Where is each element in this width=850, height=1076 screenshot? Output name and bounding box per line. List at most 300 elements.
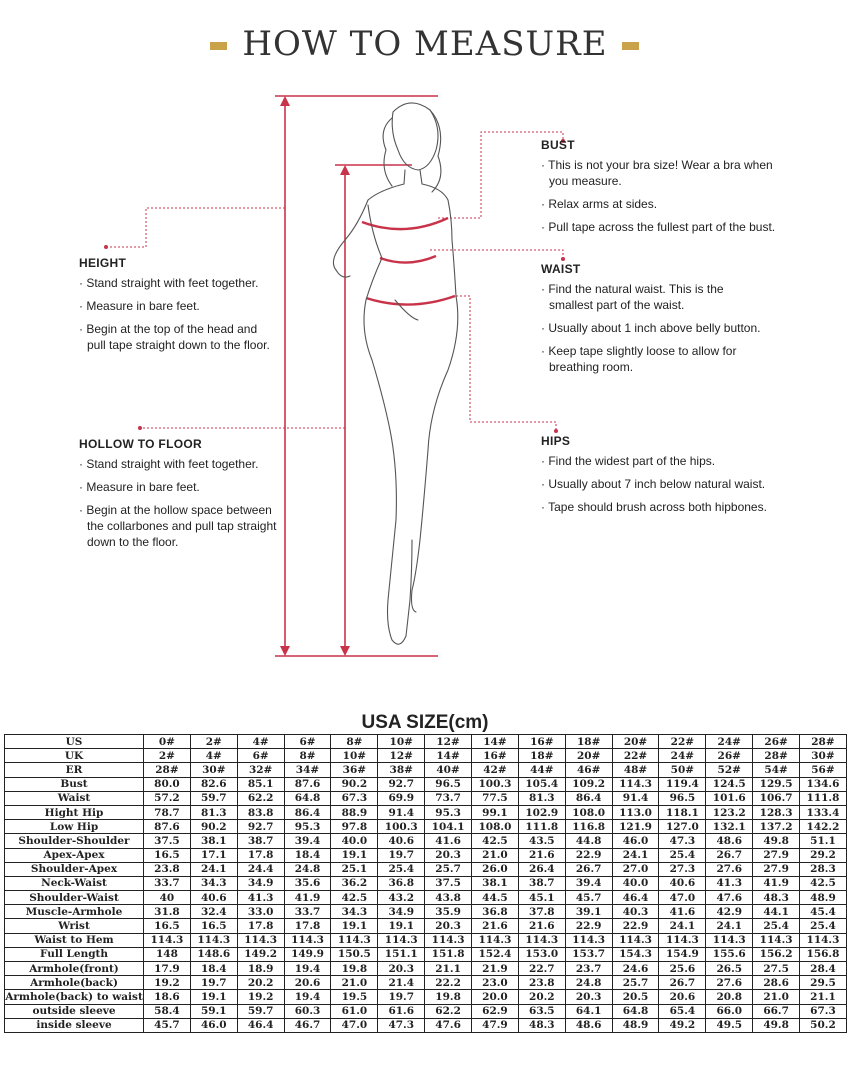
table-cell: 96.5 xyxy=(425,777,472,791)
table-cell: 59.7 xyxy=(237,1004,284,1018)
table-cell: 114.3 xyxy=(706,933,753,947)
table-cell: 77.5 xyxy=(472,791,519,805)
table-row xyxy=(5,848,847,862)
table-cell: 19.8 xyxy=(425,990,472,1004)
table-cell: 108.0 xyxy=(472,820,519,834)
table-cell: 104.1 xyxy=(425,820,472,834)
table-cell: 59.7 xyxy=(190,791,237,805)
table-cell: 18.6 xyxy=(144,990,191,1004)
table-cell: 37.5 xyxy=(425,876,472,890)
table-cell: 114.3 xyxy=(378,933,425,947)
row-label-cell: Shoulder-Shoulder xyxy=(5,834,144,848)
table-cell: 156.8 xyxy=(800,947,847,961)
table-cell: 47.9 xyxy=(472,1018,519,1032)
table-cell: 22.9 xyxy=(612,919,659,933)
table-cell: 17.8 xyxy=(237,919,284,933)
row-label-cell: Shoulder-Apex xyxy=(5,862,144,876)
table-cell: 19.7 xyxy=(378,848,425,862)
table-cell: 28# xyxy=(800,735,847,749)
hollow-item: · Stand straight with feet together. xyxy=(79,456,279,472)
table-row xyxy=(5,919,847,933)
table-cell: 22.2 xyxy=(425,976,472,990)
table-cell: 99.1 xyxy=(472,805,519,819)
row-label-cell: inside sleeve xyxy=(5,1018,144,1032)
table-cell: 44.5 xyxy=(472,891,519,905)
table-cell: 69.9 xyxy=(378,791,425,805)
table-cell: 114.3 xyxy=(565,933,612,947)
table-cell: 27.3 xyxy=(659,862,706,876)
table-cell: 43.2 xyxy=(378,891,425,905)
table-cell: 97.8 xyxy=(331,820,378,834)
waist-heading: WAIST xyxy=(541,262,581,276)
table-cell: 25.6 xyxy=(659,962,706,976)
row-label-cell: Neck-Waist xyxy=(5,876,144,890)
table-cell: 133.4 xyxy=(800,805,847,819)
table-cell: 92.7 xyxy=(237,820,284,834)
table-cell: 40.3 xyxy=(612,905,659,919)
table-cell: 66.7 xyxy=(753,1004,800,1018)
table-cell: 105.4 xyxy=(518,777,565,791)
table-cell: 19.1 xyxy=(331,848,378,862)
left-arm-sketch xyxy=(333,184,404,270)
table-cell: 142.2 xyxy=(800,820,847,834)
table-cell: 27.0 xyxy=(612,862,659,876)
table-cell: 34.9 xyxy=(237,876,284,890)
table-cell: 151.8 xyxy=(425,947,472,961)
table-cell: 28# xyxy=(144,763,191,777)
table-cell: 34.9 xyxy=(378,905,425,919)
table-cell: 27.6 xyxy=(706,862,753,876)
table-row xyxy=(5,777,847,791)
table-cell: 38# xyxy=(378,763,425,777)
bust-item: · Relax arms at sides. xyxy=(541,196,781,212)
table-cell: 114.3 xyxy=(612,777,659,791)
table-cell: 49.8 xyxy=(753,834,800,848)
table-cell: 128.3 xyxy=(753,805,800,819)
table-cell: 42.9 xyxy=(706,905,753,919)
table-cell: 114.3 xyxy=(753,933,800,947)
table-cell: 114.3 xyxy=(190,933,237,947)
table-cell: 86.4 xyxy=(565,791,612,805)
table-cell: 47.6 xyxy=(706,891,753,905)
table-cell: 26# xyxy=(706,749,753,763)
table-cell: 19.7 xyxy=(190,976,237,990)
table-cell: 22# xyxy=(659,735,706,749)
table-cell: 48.6 xyxy=(565,1018,612,1032)
waist-block xyxy=(541,261,761,382)
table-cell: 25.1 xyxy=(331,862,378,876)
table-cell: 16.5 xyxy=(190,919,237,933)
table-cell: 18# xyxy=(565,735,612,749)
table-cell: 20.2 xyxy=(237,976,284,990)
table-cell: 25.4 xyxy=(753,919,800,933)
table-cell: 148 xyxy=(144,947,191,961)
table-cell: 121.9 xyxy=(612,820,659,834)
table-cell: 40.0 xyxy=(331,834,378,848)
table-cell: 78.7 xyxy=(144,805,191,819)
table-cell: 25.4 xyxy=(659,848,706,862)
table-cell: 28# xyxy=(753,749,800,763)
table-cell: 44.8 xyxy=(565,834,612,848)
waist-item: · Usually about 1 inch above belly button. xyxy=(541,320,761,336)
table-cell: 39.1 xyxy=(565,905,612,919)
table-cell: 18# xyxy=(518,749,565,763)
table-cell: 26.7 xyxy=(659,976,706,990)
table-cell: 50.2 xyxy=(800,1018,847,1032)
table-cell: 151.1 xyxy=(378,947,425,961)
table-cell: 57.2 xyxy=(144,791,191,805)
table-cell: 22# xyxy=(612,749,659,763)
row-label-cell: Waist to Hem xyxy=(5,933,144,947)
table-cell: 116.8 xyxy=(565,820,612,834)
table-cell: 46.0 xyxy=(612,834,659,848)
hollow-heading: HOLLOW TO FLOOR xyxy=(79,437,202,451)
table-cell: 73.7 xyxy=(425,791,472,805)
table-cell: 0# xyxy=(144,735,191,749)
table-cell: 14# xyxy=(472,735,519,749)
table-cell: 25.4 xyxy=(800,919,847,933)
table-cell: 81.3 xyxy=(190,805,237,819)
row-label-cell: Armhole(back) to waist xyxy=(5,990,143,1003)
table-cell: 40.6 xyxy=(190,891,237,905)
table-cell: 34# xyxy=(284,763,331,777)
table-cell: 19.2 xyxy=(237,990,284,1004)
hips-item: · Usually about 7 inch below natural waist. xyxy=(541,476,791,492)
table-cell: 44.1 xyxy=(753,905,800,919)
table-cell: 49.5 xyxy=(706,1018,753,1032)
table-row xyxy=(5,891,847,905)
table-cell: 114.3 xyxy=(612,933,659,947)
table-cell: 16# xyxy=(472,749,519,763)
table-cell: 32# xyxy=(237,763,284,777)
table-cell: 114.3 xyxy=(425,933,472,947)
table-cell: 45.7 xyxy=(144,1018,191,1032)
table-cell: 17.8 xyxy=(237,848,284,862)
table-row xyxy=(5,834,847,848)
table-cell: 114.3 xyxy=(659,933,706,947)
table-cell: 39.4 xyxy=(565,876,612,890)
table-cell: 67.3 xyxy=(800,1004,847,1018)
table-cell: 21.6 xyxy=(472,919,519,933)
table-cell: 46.0 xyxy=(190,1018,237,1032)
table-row xyxy=(5,905,847,919)
table-cell: 154.9 xyxy=(659,947,706,961)
table-cell: 41.9 xyxy=(753,876,800,890)
table-cell: 30# xyxy=(190,763,237,777)
table-cell: 47.6 xyxy=(425,1018,472,1032)
table-cell: 66.0 xyxy=(706,1004,753,1018)
table-cell: 40.0 xyxy=(612,876,659,890)
table-cell: 4# xyxy=(190,749,237,763)
table-row xyxy=(5,962,847,976)
table-cell: 20.0 xyxy=(472,990,519,1004)
table-cell: 62.9 xyxy=(472,1004,519,1018)
table-cell: 149.2 xyxy=(237,947,284,961)
table-cell: 148.6 xyxy=(190,947,237,961)
table-cell: 48# xyxy=(612,763,659,777)
table-cell: 114.3 xyxy=(518,933,565,947)
table-cell: 80.0 xyxy=(144,777,191,791)
table-cell: 108.0 xyxy=(565,805,612,819)
table-cell: 152.4 xyxy=(472,947,519,961)
hips-item: · Find the widest part of the hips. xyxy=(541,453,791,469)
table-cell: 87.6 xyxy=(284,777,331,791)
table-cell: 40# xyxy=(425,763,472,777)
table-cell: 65.4 xyxy=(659,1004,706,1018)
waist-tape xyxy=(380,256,436,263)
table-row xyxy=(5,820,847,834)
hollow-arrow-bottom xyxy=(340,646,350,656)
head-sketch xyxy=(392,103,438,170)
table-cell: 14# xyxy=(425,749,472,763)
table-cell: 111.8 xyxy=(800,791,847,805)
table-cell: 23.8 xyxy=(144,862,191,876)
table-cell: 86.4 xyxy=(284,805,331,819)
table-cell: 26.7 xyxy=(706,848,753,862)
table-cell: 42.5 xyxy=(472,834,519,848)
table-cell: 27.9 xyxy=(753,848,800,862)
table-cell: 36.2 xyxy=(331,876,378,890)
table-cell: 87.6 xyxy=(144,820,191,834)
waist-leader xyxy=(430,250,563,258)
table-cell: 25.7 xyxy=(612,976,659,990)
table-cell: 124.5 xyxy=(706,777,753,791)
table-cell: 18.4 xyxy=(284,848,331,862)
table-cell: 43.5 xyxy=(518,834,565,848)
table-cell: 41.6 xyxy=(659,905,706,919)
table-cell: 114.3 xyxy=(472,933,519,947)
table-cell: 29.2 xyxy=(800,848,847,862)
table-cell: 26.0 xyxy=(472,862,519,876)
table-cell: 155.6 xyxy=(706,947,753,961)
height-arrow-top xyxy=(280,96,290,106)
size-table xyxy=(4,734,847,1033)
table-cell: 109.2 xyxy=(565,777,612,791)
table-cell: 91.4 xyxy=(612,791,659,805)
table-cell: 18.9 xyxy=(237,962,284,976)
table-cell: 21.6 xyxy=(518,848,565,862)
table-cell: 41.3 xyxy=(237,891,284,905)
row-label-cell: ER xyxy=(5,763,144,777)
table-cell: 24.1 xyxy=(612,848,659,862)
table-cell: 47.3 xyxy=(378,1018,425,1032)
right-leg-sketch xyxy=(412,296,458,612)
row-label-cell: Armhole(front) xyxy=(5,962,144,976)
left-leg-sketch xyxy=(364,205,412,644)
table-cell: 47.0 xyxy=(331,1018,378,1032)
table-cell: 46.7 xyxy=(284,1018,331,1032)
table-cell: 22.9 xyxy=(565,848,612,862)
hollow-arrow-top xyxy=(340,165,350,175)
table-cell: 28.6 xyxy=(753,976,800,990)
table-cell: 27.5 xyxy=(753,962,800,976)
table-cell: 43.8 xyxy=(425,891,472,905)
table-cell: 92.7 xyxy=(378,777,425,791)
table-cell: 40.6 xyxy=(378,834,425,848)
table-cell: 20.3 xyxy=(378,962,425,976)
table-cell: 64.1 xyxy=(565,1004,612,1018)
row-label-cell: Wrist xyxy=(5,919,144,933)
table-cell: 27.6 xyxy=(706,976,753,990)
bust-item: · This is not your bra size! Wear a bra when you measure. xyxy=(541,157,781,189)
table-cell: 123.2 xyxy=(706,805,753,819)
table-cell: 41.3 xyxy=(706,876,753,890)
table-cell: 52# xyxy=(706,763,753,777)
table-cell: 23.8 xyxy=(518,976,565,990)
table-cell: 20.5 xyxy=(612,990,659,1004)
table-cell: 38.1 xyxy=(472,876,519,890)
table-cell: 129.5 xyxy=(753,777,800,791)
table-cell: 48.3 xyxy=(753,891,800,905)
table-cell: 10# xyxy=(331,749,378,763)
table-row xyxy=(5,862,847,876)
table-row xyxy=(5,876,847,890)
bust-item: · Pull tape across the fullest part of the bust. xyxy=(541,219,781,235)
table-cell: 114.3 xyxy=(144,933,191,947)
table-cell: 20.6 xyxy=(284,976,331,990)
waist-item: · Keep tape slightly loose to allow for breathing room. xyxy=(541,343,761,375)
table-cell: 24.1 xyxy=(190,862,237,876)
table-row xyxy=(5,749,847,763)
table-cell: 48.3 xyxy=(518,1018,565,1032)
table-cell: 16.5 xyxy=(144,848,191,862)
table-row xyxy=(5,791,847,805)
table-cell: 4# xyxy=(237,735,284,749)
table-cell: 150.5 xyxy=(331,947,378,961)
waist-item: · Find the natural waist. This is the smallest part of the waist. xyxy=(541,281,761,313)
table-cell: 42# xyxy=(472,763,519,777)
table-cell: 45.7 xyxy=(565,891,612,905)
table-cell: 8# xyxy=(331,735,378,749)
table-cell: 61.6 xyxy=(378,1004,425,1018)
table-cell: 132.1 xyxy=(706,820,753,834)
table-cell: 29.5 xyxy=(800,976,847,990)
table-cell: 20.8 xyxy=(706,990,753,1004)
table-cell: 36.8 xyxy=(472,905,519,919)
table-cell: 51.1 xyxy=(800,834,847,848)
table-cell: 40.6 xyxy=(659,876,706,890)
table-cell: 16.5 xyxy=(144,919,191,933)
table-cell: 102.9 xyxy=(518,805,565,819)
table-cell: 19.1 xyxy=(378,919,425,933)
table-cell: 16# xyxy=(518,735,565,749)
height-item: · Measure in bare feet. xyxy=(79,298,279,314)
table-cell: 61.0 xyxy=(331,1004,378,1018)
table-cell: 24.4 xyxy=(237,862,284,876)
hips-heading: HIPS xyxy=(541,434,571,448)
table-cell: 85.1 xyxy=(237,777,284,791)
table-cell: 17.9 xyxy=(144,962,191,976)
table-cell: 24# xyxy=(706,735,753,749)
table-cell: 137.2 xyxy=(753,820,800,834)
table-cell: 153.0 xyxy=(518,947,565,961)
table-cell: 41.6 xyxy=(425,834,472,848)
table-cell: 24.8 xyxy=(565,976,612,990)
table-cell: 20.2 xyxy=(518,990,565,1004)
table-cell: 119.4 xyxy=(659,777,706,791)
table-cell: 153.7 xyxy=(565,947,612,961)
table-cell: 106.7 xyxy=(753,791,800,805)
table-cell: 33.7 xyxy=(284,905,331,919)
height-heading: HEIGHT xyxy=(79,256,127,270)
table-cell: 114.3 xyxy=(284,933,331,947)
table-cell: 149.9 xyxy=(284,947,331,961)
table-cell: 45.4 xyxy=(800,905,847,919)
table-cell: 8# xyxy=(284,749,331,763)
table-cell: 21.0 xyxy=(472,848,519,862)
table-cell: 6# xyxy=(284,735,331,749)
table-cell: 56# xyxy=(800,763,847,777)
table-cell: 48.9 xyxy=(612,1018,659,1032)
table-cell: 38.7 xyxy=(237,834,284,848)
table-cell: 38.1 xyxy=(190,834,237,848)
table-cell: 20# xyxy=(565,749,612,763)
table-cell: 36# xyxy=(331,763,378,777)
table-cell: 33.0 xyxy=(237,905,284,919)
table-cell: 25.7 xyxy=(425,862,472,876)
table-cell: 24.8 xyxy=(284,862,331,876)
table-cell: 100.3 xyxy=(472,777,519,791)
table-cell: 114.3 xyxy=(331,933,378,947)
table-cell: 34.3 xyxy=(190,876,237,890)
table-row xyxy=(5,976,847,990)
table-cell: 127.0 xyxy=(659,820,706,834)
table-cell: 19.2 xyxy=(144,976,191,990)
size-table-title: USA SIZE(cm) xyxy=(361,712,489,733)
table-cell: 37.8 xyxy=(518,905,565,919)
table-cell: 45.1 xyxy=(518,891,565,905)
table-cell: 47.3 xyxy=(659,834,706,848)
row-label-cell: Low Hip xyxy=(5,820,144,834)
table-cell: 95.3 xyxy=(425,805,472,819)
table-cell: 101.6 xyxy=(706,791,753,805)
table-cell: 34.3 xyxy=(331,905,378,919)
table-cell: 62.2 xyxy=(425,1004,472,1018)
table-cell: 50# xyxy=(659,763,706,777)
table-cell: 21.1 xyxy=(425,962,472,976)
table-cell: 46.4 xyxy=(612,891,659,905)
table-cell: 100.3 xyxy=(378,820,425,834)
height-arrow-bottom xyxy=(280,646,290,656)
table-cell: 6# xyxy=(237,749,284,763)
table-cell: 19.7 xyxy=(378,990,425,1004)
table-cell: 46# xyxy=(565,763,612,777)
table-cell: 90.2 xyxy=(190,820,237,834)
table-cell: 28.4 xyxy=(800,962,847,976)
table-cell: 83.8 xyxy=(237,805,284,819)
table-cell: 26.4 xyxy=(518,862,565,876)
table-cell: 20.6 xyxy=(659,990,706,1004)
table-cell: 42.5 xyxy=(800,876,847,890)
table-cell: 21.0 xyxy=(331,976,378,990)
table-cell: 111.8 xyxy=(518,820,565,834)
table-cell: 44# xyxy=(518,763,565,777)
table-cell: 12# xyxy=(378,749,425,763)
height-item: · Begin at the top of the head and pull tape straight down to the floor. xyxy=(79,321,279,353)
table-cell: 35.9 xyxy=(425,905,472,919)
table-cell: 90.2 xyxy=(331,777,378,791)
table-row xyxy=(5,763,847,777)
table-cell: 48.9 xyxy=(800,891,847,905)
table-cell: 91.4 xyxy=(378,805,425,819)
table-cell: 24# xyxy=(659,749,706,763)
row-label-cell: outside sleeve xyxy=(5,1004,144,1018)
row-label-cell: US xyxy=(5,735,144,749)
table-cell: 37.5 xyxy=(144,834,191,848)
table-cell: 19.1 xyxy=(331,919,378,933)
table-row xyxy=(5,990,847,1004)
table-cell: 42.5 xyxy=(331,891,378,905)
